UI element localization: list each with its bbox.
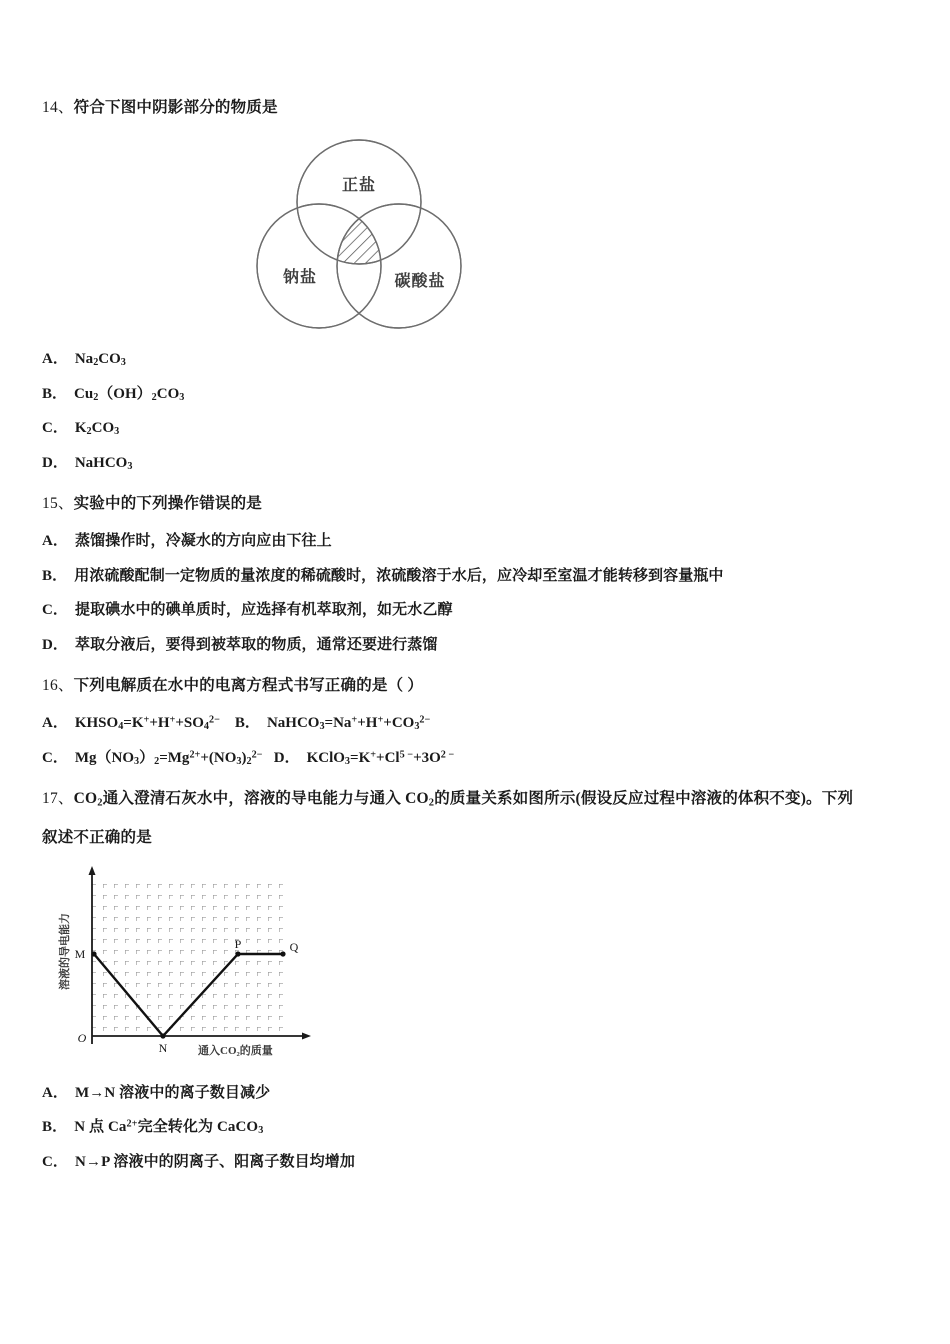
question-15-option-d (42, 634, 920, 657)
question-15 (42, 492, 920, 656)
chart-grid (92, 884, 284, 1036)
option-label: A． (42, 1084, 69, 1101)
venn-label-left: 钠盐 (282, 269, 318, 287)
option-label: B． (42, 385, 68, 402)
option-label: D． (273, 749, 300, 766)
question-14-stem-text: 符合下图中阴影部分的物质是 (73, 99, 278, 116)
chart-label-m: M (74, 946, 86, 961)
chart-x-axis-label: 通入CO₂的质量 (198, 1044, 273, 1057)
page-content (42, 96, 920, 1177)
option-text: N→P 溶液中的阴离子、阳离子数目均增加 (75, 1153, 355, 1170)
question-14-option-d: D． NaHCO$_3$ (42, 454, 133, 472)
question-16-option-row-1: A． $KHSO_4=K^++H^++SO_4^{2-}$ B． $NaHCO_3=Na^++H^++CO_3^{2-}$ (42, 714, 431, 733)
question-15-stem-text: 实验中的下列操作错误的是 (73, 495, 263, 513)
chart-point-n (160, 1033, 165, 1038)
question-15-option-c (42, 599, 920, 622)
question-15-option-b (42, 565, 920, 588)
question-17-stem-line-2: 叙述不正确的是 (42, 828, 152, 846)
option-label: A． (42, 351, 68, 368)
venn-label-right: 碳酸盐 (394, 273, 446, 291)
chart-point-p (235, 951, 240, 956)
question-15-stem (42, 492, 920, 516)
question-17-number: 17、 (42, 790, 74, 808)
option-label: D． (42, 454, 68, 471)
option-label: C． (42, 602, 69, 619)
chart-point-q (280, 951, 285, 956)
question-17-option-b: B． N 点 $Ca^{2+}$完全转化为 CaCO$_3$ (42, 1119, 264, 1137)
option-label: C． (42, 1153, 69, 1170)
question-16-number: 16、 (42, 677, 74, 695)
option-label: C． (42, 749, 68, 766)
chart-y-axis-label: 溶液的导电能力 (59, 912, 71, 990)
chart-x-axis-arrow (302, 1032, 311, 1039)
chart-label-q: Q (289, 939, 299, 954)
option-text: 蒸馏操作时，冷凝水的方向应由下往上 (75, 533, 332, 550)
option-text: 用浓硫酸配制一定物质的量浓度的稀硫酸时，浓硫酸溶于水后，应冷却至室温才能转移到容量瓶中 (74, 567, 724, 584)
question-17-option-a (42, 1082, 920, 1105)
option-text: 提取碘水中的碘单质时，应选择有机萃取剂，如无水乙醇 (75, 602, 453, 619)
question-15-option-a (42, 530, 920, 553)
option-label: D． (42, 636, 69, 653)
question-17-stem-line-1 (42, 787, 920, 812)
chart-origin-label: O (77, 1030, 87, 1045)
question-17 (42, 787, 920, 1173)
option-label: A． (42, 533, 69, 550)
question-17-figure (42, 862, 920, 1074)
conductivity-chart (48, 862, 348, 1067)
venn-diagram (234, 134, 484, 344)
chart-point-m (91, 951, 96, 956)
question-14-option-b: B． $Cu_2(OH)_2CO_3$ (42, 385, 185, 403)
question-14-option-c: C． $K_2CO_3$ (42, 420, 120, 438)
option-text: M→N 溶液中的离子数目减少 (75, 1084, 271, 1101)
question-14-figure (42, 134, 920, 348)
chart-y-axis-arrow (89, 866, 96, 875)
question-14 (42, 96, 920, 474)
option-label: B． (42, 1119, 68, 1136)
question-16-option-row-2: C． $Mg(NO_3)_2=Mg^{2+}+(NO_3)_2^{2-}$ D． $KClO_3=K^++Cl^{5 -}+3O^{2 -}$ (42, 749, 455, 767)
question-14-stem (42, 96, 920, 120)
question-15-number: 15、 (42, 495, 74, 513)
question-14-number: 14、 (42, 99, 74, 116)
option-label: B． (234, 715, 260, 732)
question-14-option-a: A． $Na_2CO_3$ (42, 351, 126, 369)
question-16-stem-text: 下列电解质在水中的电离方程式书写正确的是（ ） (73, 677, 424, 695)
question-16 (42, 674, 920, 769)
option-label: C． (42, 420, 68, 437)
option-label: B． (42, 567, 68, 584)
question-17-stem-text-1: $CO_2$通入澄清石灰水中，溶液的导电能力与通入 $CO_2$的质量关系如图所示(假设反应过程中溶液的体积不变)。下列 (73, 790, 854, 809)
chart-label-n: N (158, 1040, 168, 1055)
question-16-stem (42, 674, 920, 698)
question-17-option-c (42, 1151, 920, 1174)
option-label: A． (42, 715, 68, 732)
venn-label-top: 正盐 (341, 177, 377, 195)
chart-label-p: P (234, 936, 242, 951)
option-text: 萃取分液后，要得到被萃取的物质，通常还要进行蒸馏 (75, 636, 438, 653)
